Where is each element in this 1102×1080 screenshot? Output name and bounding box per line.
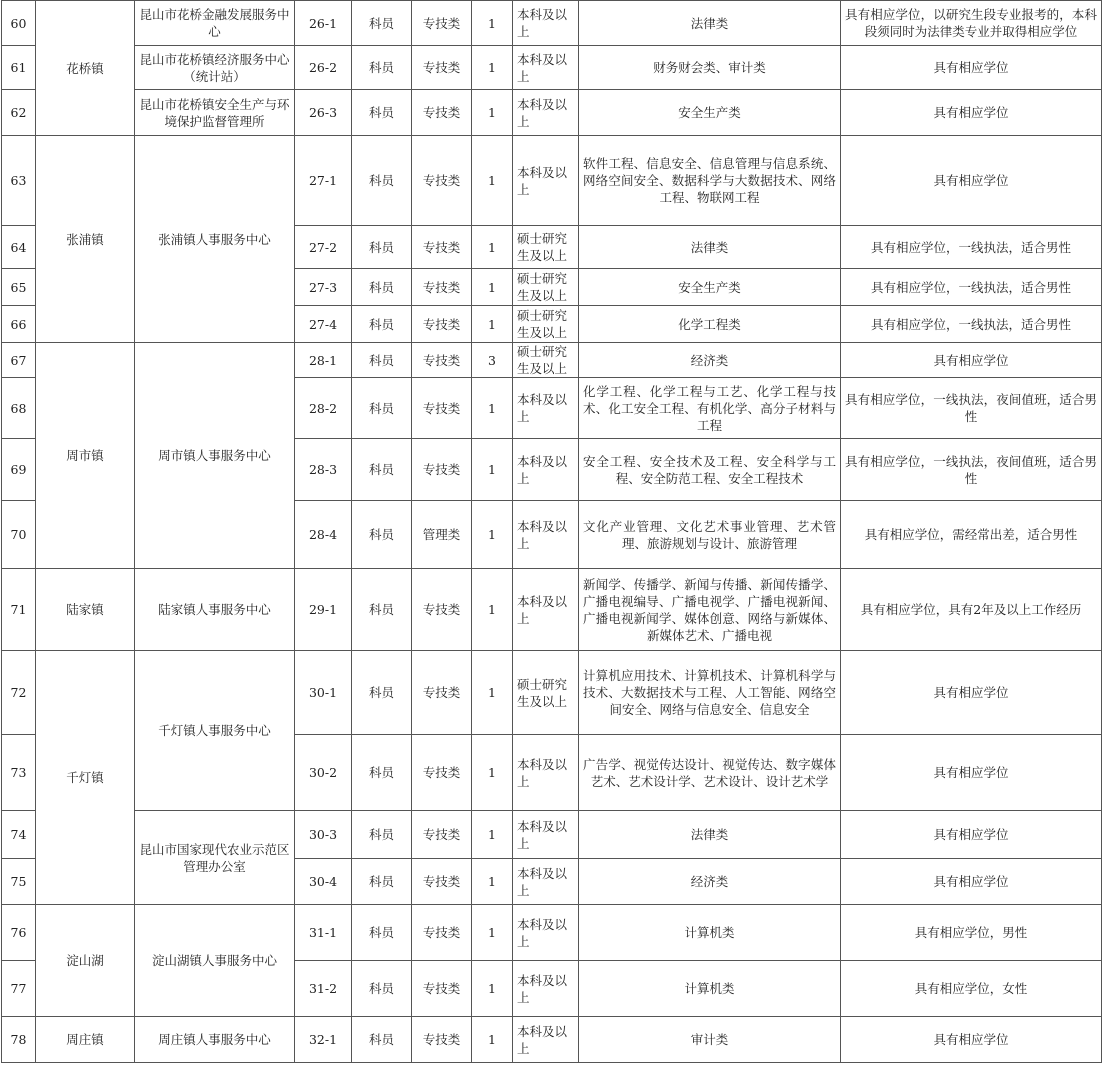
row-number: 72	[2, 651, 36, 735]
note-cell: 具有相应学位	[841, 1017, 1102, 1063]
code-cell: 26-1	[295, 1, 352, 46]
category-cell: 专技类	[412, 859, 472, 905]
code-cell: 30-1	[295, 651, 352, 735]
row-number: 76	[2, 905, 36, 961]
level-cell: 科员	[352, 439, 412, 501]
major-cell: 审计类	[579, 1017, 841, 1063]
count-cell: 3	[472, 343, 513, 378]
level-cell: 科员	[352, 905, 412, 961]
code-cell: 27-3	[295, 269, 352, 306]
row-number: 64	[2, 226, 36, 269]
category-cell: 专技类	[412, 136, 472, 226]
note-cell: 具有相应学位	[841, 735, 1102, 811]
row-number: 65	[2, 269, 36, 306]
category-cell: 专技类	[412, 905, 472, 961]
count-cell: 1	[472, 1017, 513, 1063]
row-number: 78	[2, 1017, 36, 1063]
row-number: 71	[2, 569, 36, 651]
note-cell: 具有相应学位	[841, 90, 1102, 136]
row-number: 66	[2, 306, 36, 343]
positions-table	[1, 0, 1102, 1063]
unit-cell: 昆山市花桥金融发展服务中心	[135, 1, 295, 46]
unit-cell: 陆家镇人事服务中心	[135, 569, 295, 651]
row-number: 68	[2, 378, 36, 439]
count-cell: 1	[472, 90, 513, 136]
count-cell: 1	[472, 306, 513, 343]
town-cell: 陆家镇	[36, 569, 135, 651]
major-cell: 法律类	[579, 1, 841, 46]
row-number: 69	[2, 439, 36, 501]
education-cell: 本科及以上	[513, 46, 579, 90]
code-cell: 28-2	[295, 378, 352, 439]
category-cell: 专技类	[412, 811, 472, 859]
table-row	[2, 1, 1102, 46]
code-cell: 27-2	[295, 226, 352, 269]
major-cell: 文化产业管理、文化艺术事业管理、艺术管理、旅游规划与设计、旅游管理	[579, 501, 841, 569]
unit-cell: 张浦镇人事服务中心	[135, 136, 295, 343]
count-cell: 1	[472, 1, 513, 46]
unit-cell: 昆山市花桥镇安全生产与环境保护监督管理所	[135, 90, 295, 136]
note-cell: 具有相应学位，一线执法，适合男性	[841, 226, 1102, 269]
education-cell: 本科及以上	[513, 501, 579, 569]
unit-cell: 昆山市国家现代农业示范区管理办公室	[135, 811, 295, 905]
education-cell: 本科及以上	[513, 811, 579, 859]
major-cell: 经济类	[579, 343, 841, 378]
level-cell: 科员	[352, 501, 412, 569]
level-cell: 科员	[352, 859, 412, 905]
education-cell: 本科及以上	[513, 1, 579, 46]
note-cell: 具有相应学位，一线执法，适合男性	[841, 306, 1102, 343]
education-cell: 本科及以上	[513, 136, 579, 226]
row-number: 60	[2, 1, 36, 46]
count-cell: 1	[472, 811, 513, 859]
major-cell: 法律类	[579, 226, 841, 269]
note-cell: 具有相应学位	[841, 46, 1102, 90]
table-row	[2, 136, 1102, 226]
major-cell: 化学工程、化学工程与工艺、化学工程与技术、化工安全工程、有机化学、高分子材料与工程	[579, 378, 841, 439]
note-cell: 具有相应学位	[841, 136, 1102, 226]
count-cell: 1	[472, 46, 513, 90]
category-cell: 专技类	[412, 735, 472, 811]
count-cell: 1	[472, 501, 513, 569]
education-cell: 硕士研究生及以上	[513, 226, 579, 269]
level-cell: 科员	[352, 961, 412, 1017]
note-cell: 具有相应学位	[841, 651, 1102, 735]
unit-cell: 淀山湖镇人事服务中心	[135, 905, 295, 1017]
category-cell: 专技类	[412, 651, 472, 735]
major-cell: 安全生产类	[579, 269, 841, 306]
level-cell: 科员	[352, 136, 412, 226]
level-cell: 科员	[352, 226, 412, 269]
level-cell: 科员	[352, 90, 412, 136]
town-cell: 千灯镇	[36, 651, 135, 905]
row-number: 73	[2, 735, 36, 811]
count-cell: 1	[472, 378, 513, 439]
level-cell: 科员	[352, 651, 412, 735]
level-cell: 科员	[352, 343, 412, 378]
note-cell: 具有相应学位，以研究生段专业报考的，本科段须同时为法律类专业并取得相应学位	[841, 1, 1102, 46]
table-row	[2, 905, 1102, 961]
table-row	[2, 46, 1102, 90]
code-cell: 32-1	[295, 1017, 352, 1063]
note-cell: 具有相应学位	[841, 811, 1102, 859]
table-row	[2, 343, 1102, 378]
education-cell: 本科及以上	[513, 905, 579, 961]
level-cell: 科员	[352, 811, 412, 859]
count-cell: 1	[472, 439, 513, 501]
table-row	[2, 1017, 1102, 1063]
level-cell: 科员	[352, 569, 412, 651]
code-cell: 29-1	[295, 569, 352, 651]
major-cell: 经济类	[579, 859, 841, 905]
count-cell: 1	[472, 905, 513, 961]
level-cell: 科员	[352, 735, 412, 811]
category-cell: 专技类	[412, 269, 472, 306]
unit-cell: 周市镇人事服务中心	[135, 343, 295, 569]
education-cell: 本科及以上	[513, 859, 579, 905]
category-cell: 专技类	[412, 961, 472, 1017]
count-cell: 1	[472, 961, 513, 1017]
unit-cell: 昆山市花桥镇经济服务中心（统计站）	[135, 46, 295, 90]
unit-cell: 千灯镇人事服务中心	[135, 651, 295, 811]
major-cell: 计算机应用技术、计算机技术、计算机科学与技术、大数据技术与工程、人工智能、网络空间安全、网络与信息安全、信息安全	[579, 651, 841, 735]
town-cell: 周市镇	[36, 343, 135, 569]
education-cell: 硕士研究生及以上	[513, 269, 579, 306]
education-cell: 本科及以上	[513, 961, 579, 1017]
note-cell: 具有相应学位	[841, 343, 1102, 378]
category-cell: 专技类	[412, 1, 472, 46]
town-cell: 花桥镇	[36, 1, 135, 136]
education-cell: 本科及以上	[513, 735, 579, 811]
table-row	[2, 651, 1102, 735]
code-cell: 28-1	[295, 343, 352, 378]
code-cell: 30-4	[295, 859, 352, 905]
category-cell: 专技类	[412, 1017, 472, 1063]
code-cell: 30-3	[295, 811, 352, 859]
education-cell: 本科及以上	[513, 90, 579, 136]
count-cell: 1	[472, 569, 513, 651]
level-cell: 科员	[352, 306, 412, 343]
code-cell: 31-1	[295, 905, 352, 961]
code-cell: 27-4	[295, 306, 352, 343]
code-cell: 27-1	[295, 136, 352, 226]
category-cell: 专技类	[412, 569, 472, 651]
row-number: 63	[2, 136, 36, 226]
major-cell: 软件工程、信息安全、信息管理与信息系统、网络空间安全、数据科学与大数据技术、网络工程、物联网工程	[579, 136, 841, 226]
count-cell: 1	[472, 226, 513, 269]
major-cell: 安全生产类	[579, 90, 841, 136]
row-number: 75	[2, 859, 36, 905]
education-cell: 本科及以上	[513, 378, 579, 439]
note-cell: 具有相应学位，一线执法，夜间值班，适合男性	[841, 439, 1102, 501]
note-cell: 具有相应学位，一线执法，夜间值班，适合男性	[841, 378, 1102, 439]
count-cell: 1	[472, 651, 513, 735]
category-cell: 专技类	[412, 378, 472, 439]
row-number: 77	[2, 961, 36, 1017]
count-cell: 1	[472, 136, 513, 226]
note-cell: 具有相应学位，女性	[841, 961, 1102, 1017]
major-cell: 新闻学、传播学、新闻与传播、新闻传播学、广播电视编导、广播电视学、广播电视新闻、广播电视新闻学、媒体创意、网络与新媒体、新媒体艺术、广播电视	[579, 569, 841, 651]
row-number: 61	[2, 46, 36, 90]
education-cell: 本科及以上	[513, 439, 579, 501]
count-cell: 1	[472, 269, 513, 306]
education-cell: 硕士研究生及以上	[513, 306, 579, 343]
code-cell: 28-3	[295, 439, 352, 501]
table-row	[2, 569, 1102, 651]
code-cell: 31-2	[295, 961, 352, 1017]
town-cell: 张浦镇	[36, 136, 135, 343]
category-cell: 专技类	[412, 439, 472, 501]
table-row	[2, 811, 1102, 859]
education-cell: 硕士研究生及以上	[513, 651, 579, 735]
category-cell: 专技类	[412, 46, 472, 90]
row-number: 67	[2, 343, 36, 378]
major-cell: 财务财会类、审计类	[579, 46, 841, 90]
education-cell: 本科及以上	[513, 569, 579, 651]
row-number: 62	[2, 90, 36, 136]
row-number: 74	[2, 811, 36, 859]
category-cell: 专技类	[412, 306, 472, 343]
town-cell: 淀山湖	[36, 905, 135, 1017]
major-cell: 计算机类	[579, 961, 841, 1017]
level-cell: 科员	[352, 378, 412, 439]
level-cell: 科员	[352, 1, 412, 46]
category-cell: 管理类	[412, 501, 472, 569]
major-cell: 计算机类	[579, 905, 841, 961]
code-cell: 26-2	[295, 46, 352, 90]
town-cell: 周庄镇	[36, 1017, 135, 1063]
category-cell: 专技类	[412, 343, 472, 378]
code-cell: 28-4	[295, 501, 352, 569]
education-cell: 本科及以上	[513, 1017, 579, 1063]
note-cell: 具有相应学位	[841, 859, 1102, 905]
code-cell: 26-3	[295, 90, 352, 136]
count-cell: 1	[472, 859, 513, 905]
education-cell: 硕士研究生及以上	[513, 343, 579, 378]
note-cell: 具有相应学位，男性	[841, 905, 1102, 961]
level-cell: 科员	[352, 269, 412, 306]
category-cell: 专技类	[412, 226, 472, 269]
count-cell: 1	[472, 735, 513, 811]
note-cell: 具有相应学位，具有2年及以上工作经历	[841, 569, 1102, 651]
note-cell: 具有相应学位，一线执法，适合男性	[841, 269, 1102, 306]
major-cell: 法律类	[579, 811, 841, 859]
major-cell: 安全工程、安全技术及工程、安全科学与工程、安全防范工程、安全工程技术	[579, 439, 841, 501]
major-cell: 广告学、视觉传达设计、视觉传达、数字媒体艺术、艺术设计学、艺术设计、设计艺术学	[579, 735, 841, 811]
code-cell: 30-2	[295, 735, 352, 811]
row-number: 70	[2, 501, 36, 569]
major-cell: 化学工程类	[579, 306, 841, 343]
note-cell: 具有相应学位，需经常出差，适合男性	[841, 501, 1102, 569]
unit-cell: 周庄镇人事服务中心	[135, 1017, 295, 1063]
category-cell: 专技类	[412, 90, 472, 136]
level-cell: 科员	[352, 1017, 412, 1063]
table-row	[2, 90, 1102, 136]
level-cell: 科员	[352, 46, 412, 90]
